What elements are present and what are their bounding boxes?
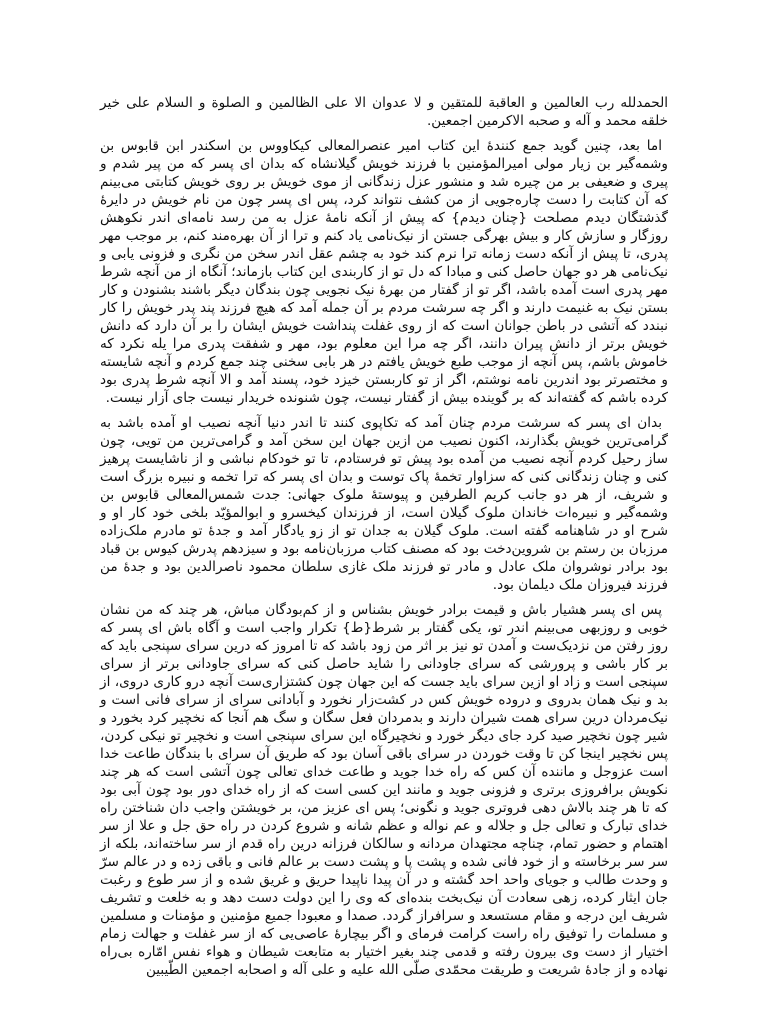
body-paragraph-3: پس ای پسر هشیار باش و قیمت برادر خویش بشناس و از کم‌بودگان مباش، هر چند که من نشان خوبی و روزبهی می‌بینم اندر تو، یکی گفتار بر شرط{ط} تکرار واجب است و آگاه باش ای پسر که روز رفتن من نزدیک‌ست و آمدن تو نیز بر اثر من زود باشد که تا امروز که درین سرای سپنجی باید که بر کار باشی و پرورشی که سرای جاودانی را شاید حاصل کنی که سرای جاودانی برتر از سرای سپنجی است و زاد او ازین سرای باید جست که این جهان چون کشتزاری‌ست آنچه درو کاری دروی، از بد و نیک همان بدروی و دروده خویش کس در کشت‌زار نخورد و آبادانی سرای از سرای فانی است و نیک‌مردان درین سرای همت شیران دارند و بدمردان فعل سگان و سگ هم آنجا که نخچیر کرد بخورد و شیر چون نخچیر صید کرد جای دیگر خورد و نخچیرگاه این سرای سپنجی است و نخچیر تو نیکی کردن، پس نخچیر اینجا کن تا وقت خوردن در سرای باقی آسان بود که طریق آن سرای با بندگان طاعت خدا است عزوجل و ماننده آن کس که راه خدا جوید و طاعت خدای تعالی چون آتشی است که هر چند نکویش برافروزی برتری و فزونی جوید و مانند این کسی است که از راه خدای دور بود چون آبی بود که تا هر چند بالاش دهی فروتری جوید و نگونی؛ پس ای عزیز من، بر خویشتن واجب دان شناختن راه خدای تبارک و تعالی جل و جلاله و عم نواله و عظم شانه و شروع کردن در راه حق جل و علا از سر اهتمام و حضور تمام، چناچه مجتهدان مردانه و سالکان فرزانه درین راه قدم از سر ساخته‌اند، بلکه از سر سر برخاسته و از خود فانی شده و پشت پا و پشت دست بر عالم فانی و باقی زده و در عالم سرّ و وحدت طالب و جویای واحد احد گشته و در آن پیدا ناپیدا حریق و غریق شده و از سر طوع و رغبت جان ایثار کرده، زهی سعادت آن نیک‌بخت بنده‌ای که وی را این دولت دست دهد و به خلعت و تشریف شریف این درجه و مقام مستسعد و سرافراز گردد. صمدا و معبودا جمیع مؤمنین و مؤمنات و مسلمین و مسلمات را توفیق راه راست کرامت فرمای و اگر بیچارهٔ عاصی‌یی که از سر غفلت و جهالت زمام اختیار از دست وی بیرون رفته و قدمی چند بغیر اختیار به متابعت شیطان و هواء نفس امّاره بی‌راه نهاده و از جادهٔ شریعت و طریقت محمّدی صلّی الله علیه و علی آله و اصحابه اجمعین الطّیبین	[100, 602, 668, 978]
opening-paragraph: الحمدلله رب العالمین و العاقبة للمتقین و لا عدوان الا علی الظالمین و الصلوة و السلام علی خیر خلقه محمد و آله و صحبه الاکرمین اجمعین.	[100, 95, 668, 129]
document-body	[100, 94, 668, 986]
body-paragraph-2: بدان ای پسر که سرشت مردم چنان آمد که تکاپوی کنند تا اندر دنیا آنچه نصیب او آمده باشد به گرامی‌ترین خویش بگذارند، اکنون نصیب من ازین جهان این سخن آمد و گرامی‌ترین من تویی، چون ساز رحیل کردم آنچه نصیب من آمده بود پیش تو فرستادم، تا تو خودکام نباشی و از ناشایست پرهیز کنی و چنان زندگانی کنی که سزاوار تخمهٔ پاک توست و بدان ای پسر که ترا تخمه و نبیره بزرگ است و شریف، از هر دو جانب کریم الطرفین و پیوستهٔ ملوک جهانی: جدت شمس‌المعالی قابوس بن وشمه‌گیر و نبیره‌ات خاندان ملوک گیلان است، از فرزندان کیخسرو و ابوالمؤیّد بلخی خود کار او و شرح او در شاهنامه گفته است. ملوک گیلان به جدان تو از زو یادگار آمد و جدهٔ تو مادرم ملک‌زاده مرزبان بن رستم بن شروین‌دخت بود که مصنف کتاب مرزبان‌نامه بود و سیزدهم پدرش کیوس بن قباد بود برادر نوشروان ملک عادل و مادر تو فرزند ملک غازی سلطان محمود ناصرالدین بود و جدهٔ من فرزند فیروزان ملک دیلمان بود.	[100, 415, 668, 593]
body-paragraph-1: اما بعد، چنین گوید جمع کنندهٔ این کتاب امیر عنصرالمعالی کیکاووس بن اسکندر ابن قابوس بن وشمه‌گیر بن زیار مولی امیرالمؤمنین با فرزند خویش گیلانشاه که بدان ای پسر که من پیر شدم و پیری و ضعیفی بر من چیره شد و منشور عزل زندگانی از موی خویش بر روی خویش کتابتی می‌بینم که آن کتابت را دست چاره‌جویی از من کشف نتواند کرد، پس ای پسر چون من نام خویش در دایرهٔ گذشتگان دیدم مصلحت {چنان دیدم} که پیش از آنکه نامهٔ عزل به من رسد نامه‌ای اندر نکوهش روزگار و سازش کار و بیش بهرگی جستن از نیک‌نامی یاد کنم و ترا از آن بهره‌مند کنم، بر موجب مهر پدری، تا پیش از آنکه دست زمانه ترا نرم کند خود به چشم عقل اندر سخن من نگری و فزونی یابی و نیک‌نامی هر دو جهان حاصل کنی و مبادا که دل تو از کاربندی این کتاب بازماند؛ آنگاه از من آنچه شرط مهر پدری است آمده باشد، اگر تو از گفتار من بهرهٔ نیک نجویی چون بندگان دیگر باشند بشنودن و کار بستن نیک به غنیمت دارند و اگر چه سرشت مردم بر آن جمله آمد که هیچ فرزند پند پدر خویش را کار نبندد که آتشی در باطن جوانان است که از روی غفلت پنداشت خویش ایشان را بر آن دارد که دانش خویش برتر از دانش پیران دانند، اگر چه مرا این معلوم بود، مهر و شفقت پدری مرا یله نکرد که خاموش باشم، پس آنچه از موجب طبع خویش یافتم در هر بابی سخنی چند جمع کردم و آنچه شایسته و مختصرتر بود اندرین نامه نوشتم، اگر از تو کاربستن خیزد خود، پسند آمد و الا آنچه شرط پدری بود کرده باشم که گفته‌اند که بر گوینده بیش از گفتار نیست، چون شنونده خریدار نیست جای آزار نیست.	[100, 138, 668, 406]
